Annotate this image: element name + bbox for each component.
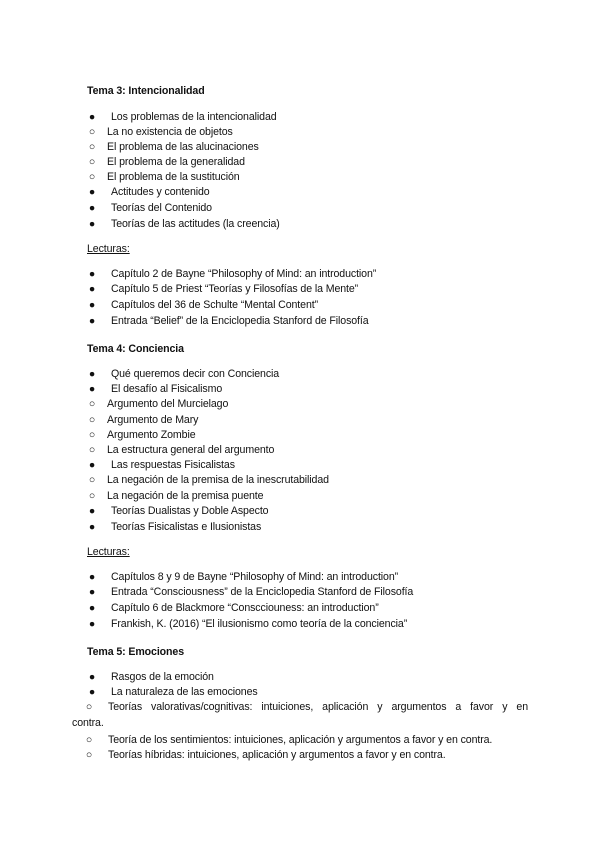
- document-page: Tema 3: Intencionalidad ● Los problemas de la intencionalidad ○ La no existencia de objetos ○ El problema de las alucinaciones ○ El problema de la generalidad ○ El problema de la sustitución ● Actitudes y contenido ● Teorías del Contenido ● Teorías de las actitudes (la creencia) Lecturas: ● Capítulo 2 de Bayne “Philosophy of Mind: an introduction” ● Capítulo 5 de Priest “Teorías y Filosofías de la Mente” ● Capítulos del 36 de Schulte “Mental Content” ● Entrada “Belief” de la Enciclopedia Stanford de Filosofía Tema 4: Conciencia ● Qué queremos decir con Conciencia ● El desafío al Fisicalismo ○ Argumento del Murcielago ○ Argumento de Mary ○ Argumento Zombie ○ La estructura general del argumento ● Las respuestas Fisicalistas ○ La negación de la premisa de la inescrutabilidad ○ La negación de la premisa puente ● Teorías Dualistas y Doble Aspecto ● Teorías Fisicalistas e Ilusionistas Lecturas: ● Capítulos 8 y 9 de Bayne “Philosophy of Mind: an introduction” ● Entrada “Consciousness” de la Enciclopedia Stanford de Filosofía ● Capítulo 6 de Blackmore “Conscciouness: an introduction” ● Frankish, K. (2016) “El ilusionismo como teoría de la conciencia” Tema 5: Emociones ● Rasgos de la emoción ● La naturaleza de las emociones ○ Teorías valorativas/cognitivas: intuiciones, aplicación y argumentos a favor y en contra. ○ Teoría de los sentimientos: intuiciones, aplicación y argumentos a favor y en contra. ○ Teorías híbridas: intuiciones, aplicación y argumentos a favor y en contra.: [72, 85, 528, 761]
- tema3-readings-label: Lecturas:: [87, 243, 130, 255]
- tema5-heading: Tema 5: Emociones: [87, 646, 185, 658]
- tema4-readings-label: Lecturas:: [87, 546, 130, 558]
- tema4-heading: Tema 4: Conciencia: [87, 343, 184, 355]
- list-item-continuation: contra.: [72, 717, 104, 729]
- tema3-heading: Tema 3: Intencionalidad: [87, 85, 205, 97]
